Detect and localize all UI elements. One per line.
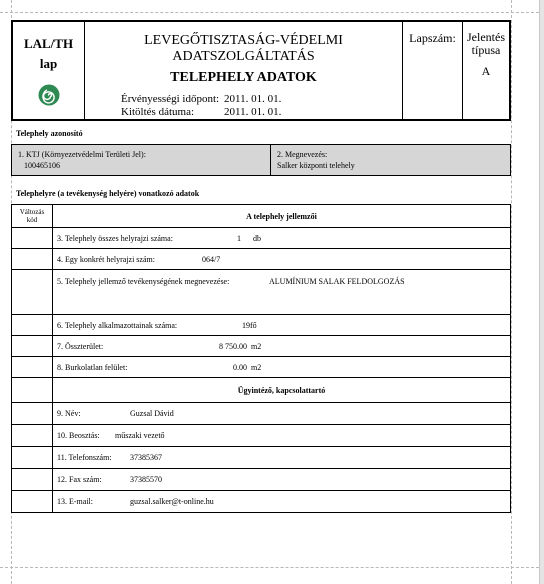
form-subtitle: TELEPHELY ADATOK <box>170 70 317 85</box>
table-row <box>12 425 511 447</box>
field-label: 5. Telephely jellemző tevékenységének megnevezése: <box>57 277 230 286</box>
site-name-cell <box>271 145 361 175</box>
change-code-cell <box>12 491 53 513</box>
change-code-cell <box>12 249 53 270</box>
form-code-suffix: lap <box>39 56 58 71</box>
field-value: ALUMÍNIUM SALAK FELDOLGOZÁS <box>269 277 405 286</box>
change-code-cell <box>12 336 53 357</box>
report-type-cell <box>463 22 509 119</box>
field-unit: db <box>253 233 261 243</box>
table-row <box>12 357 511 378</box>
change-code-cell <box>12 403 53 425</box>
form-title-cell <box>85 22 403 119</box>
table-row <box>12 336 511 357</box>
table-row <box>12 270 511 315</box>
form-document <box>11 20 511 513</box>
field-value: guzsal.salker@t-online.hu <box>130 497 214 506</box>
validity-value: 2011. 01. 01. <box>224 93 282 105</box>
page-number-cell <box>403 22 463 119</box>
field-value: 0.00 <box>233 362 247 372</box>
form-title-line2: ADATSZOLGÁLTATÁS <box>172 49 315 64</box>
table-row <box>12 491 511 513</box>
report-type-label-1: Jelentés <box>467 30 505 44</box>
change-code-cell <box>12 469 53 491</box>
field-value: műszaki vezető <box>115 431 165 440</box>
contact-header-row <box>12 378 511 403</box>
table-row <box>12 249 511 270</box>
page-number-label: Lapszám: <box>409 31 456 45</box>
site-id-box <box>11 144 511 176</box>
field-label: 6. Telephely alkalmazottainak száma: <box>57 320 178 330</box>
table-row <box>12 228 511 249</box>
change-code-cell <box>12 378 53 403</box>
field-value: 37385367 <box>130 453 162 462</box>
field-label: 7. Összterület: <box>57 341 104 351</box>
site-data-section-title: Telephelyre (a tevékenység helyére) vonatkozó adatok <box>16 189 200 198</box>
site-id-section-title: Telephely azonosító <box>16 129 83 138</box>
table-row <box>12 469 511 491</box>
form-header <box>11 20 511 121</box>
field-label: 10. Beosztás: <box>57 431 100 440</box>
field-label: 13. E-mail: <box>57 497 93 506</box>
validity-label: Érvényességi időpont: <box>121 93 220 105</box>
field-label: 12. Fax szám: <box>57 475 102 484</box>
form-code-cell <box>13 22 85 119</box>
page-guide-right <box>511 0 512 584</box>
field-label: 3. Telephely összes helyrajzi száma: <box>57 233 173 243</box>
field-value: Guzsal Dávid <box>130 409 174 418</box>
change-code-cell <box>12 315 53 336</box>
form-title-line1: LEVEGŐTISZTASÁG-VÉDELMI <box>144 33 343 48</box>
characteristics-header: A telephely jellemzői <box>53 205 511 228</box>
ktj-label: 1. KTJ (Környezetvédelmi Területi Jel): <box>18 150 146 159</box>
field-label: 9. Név: <box>57 409 81 418</box>
table-row <box>12 315 511 336</box>
table-row <box>12 403 511 425</box>
site-data-table <box>11 204 511 513</box>
spiral-logo-icon <box>38 84 60 106</box>
change-code-cell <box>12 357 53 378</box>
field-unit: m2 <box>251 362 262 372</box>
change-code-cell <box>12 425 53 447</box>
field-unit: m2 <box>251 341 262 351</box>
page-guide-bottom <box>0 567 544 568</box>
contact-header: Ügyintéző, kapcsolattartó <box>53 378 511 403</box>
form-dates <box>121 93 281 119</box>
filled-date-value: 2011. 01. 01. <box>224 106 282 118</box>
change-code-cell <box>12 270 53 315</box>
field-value: 064/7 <box>202 254 221 264</box>
ktj-value: 100465106 <box>24 161 60 170</box>
field-value: 37385570 <box>130 475 162 484</box>
change-code-cell <box>12 447 53 469</box>
report-type-value: A <box>481 64 491 78</box>
change-code-cell <box>12 228 53 249</box>
site-name-label: 2. Megnevezés: <box>277 150 328 159</box>
field-label: 4. Egy konkrét helyrajzi szám: <box>57 254 155 264</box>
report-type-label-2: típusa <box>471 43 501 57</box>
form-code: LAL/TH <box>23 36 74 51</box>
page-guide-top <box>0 12 544 13</box>
field-value: 1 <box>237 233 241 243</box>
field-label: 11. Telefonszám: <box>57 453 112 462</box>
filled-date-label: Kitöltés dátuma: <box>121 106 195 118</box>
window-edge <box>539 0 544 584</box>
ktj-cell <box>12 145 271 175</box>
field-value: 19 <box>242 320 250 330</box>
change-code-header: Változás kód <box>12 205 53 228</box>
table-row <box>12 447 511 469</box>
field-value: 8 750.00 <box>219 341 247 351</box>
table-header-row <box>12 205 511 228</box>
site-name-value: Salker központi telehely <box>277 161 355 170</box>
field-label: 8. Burkolatlan felület: <box>57 362 128 372</box>
field-unit: fő <box>250 320 257 330</box>
